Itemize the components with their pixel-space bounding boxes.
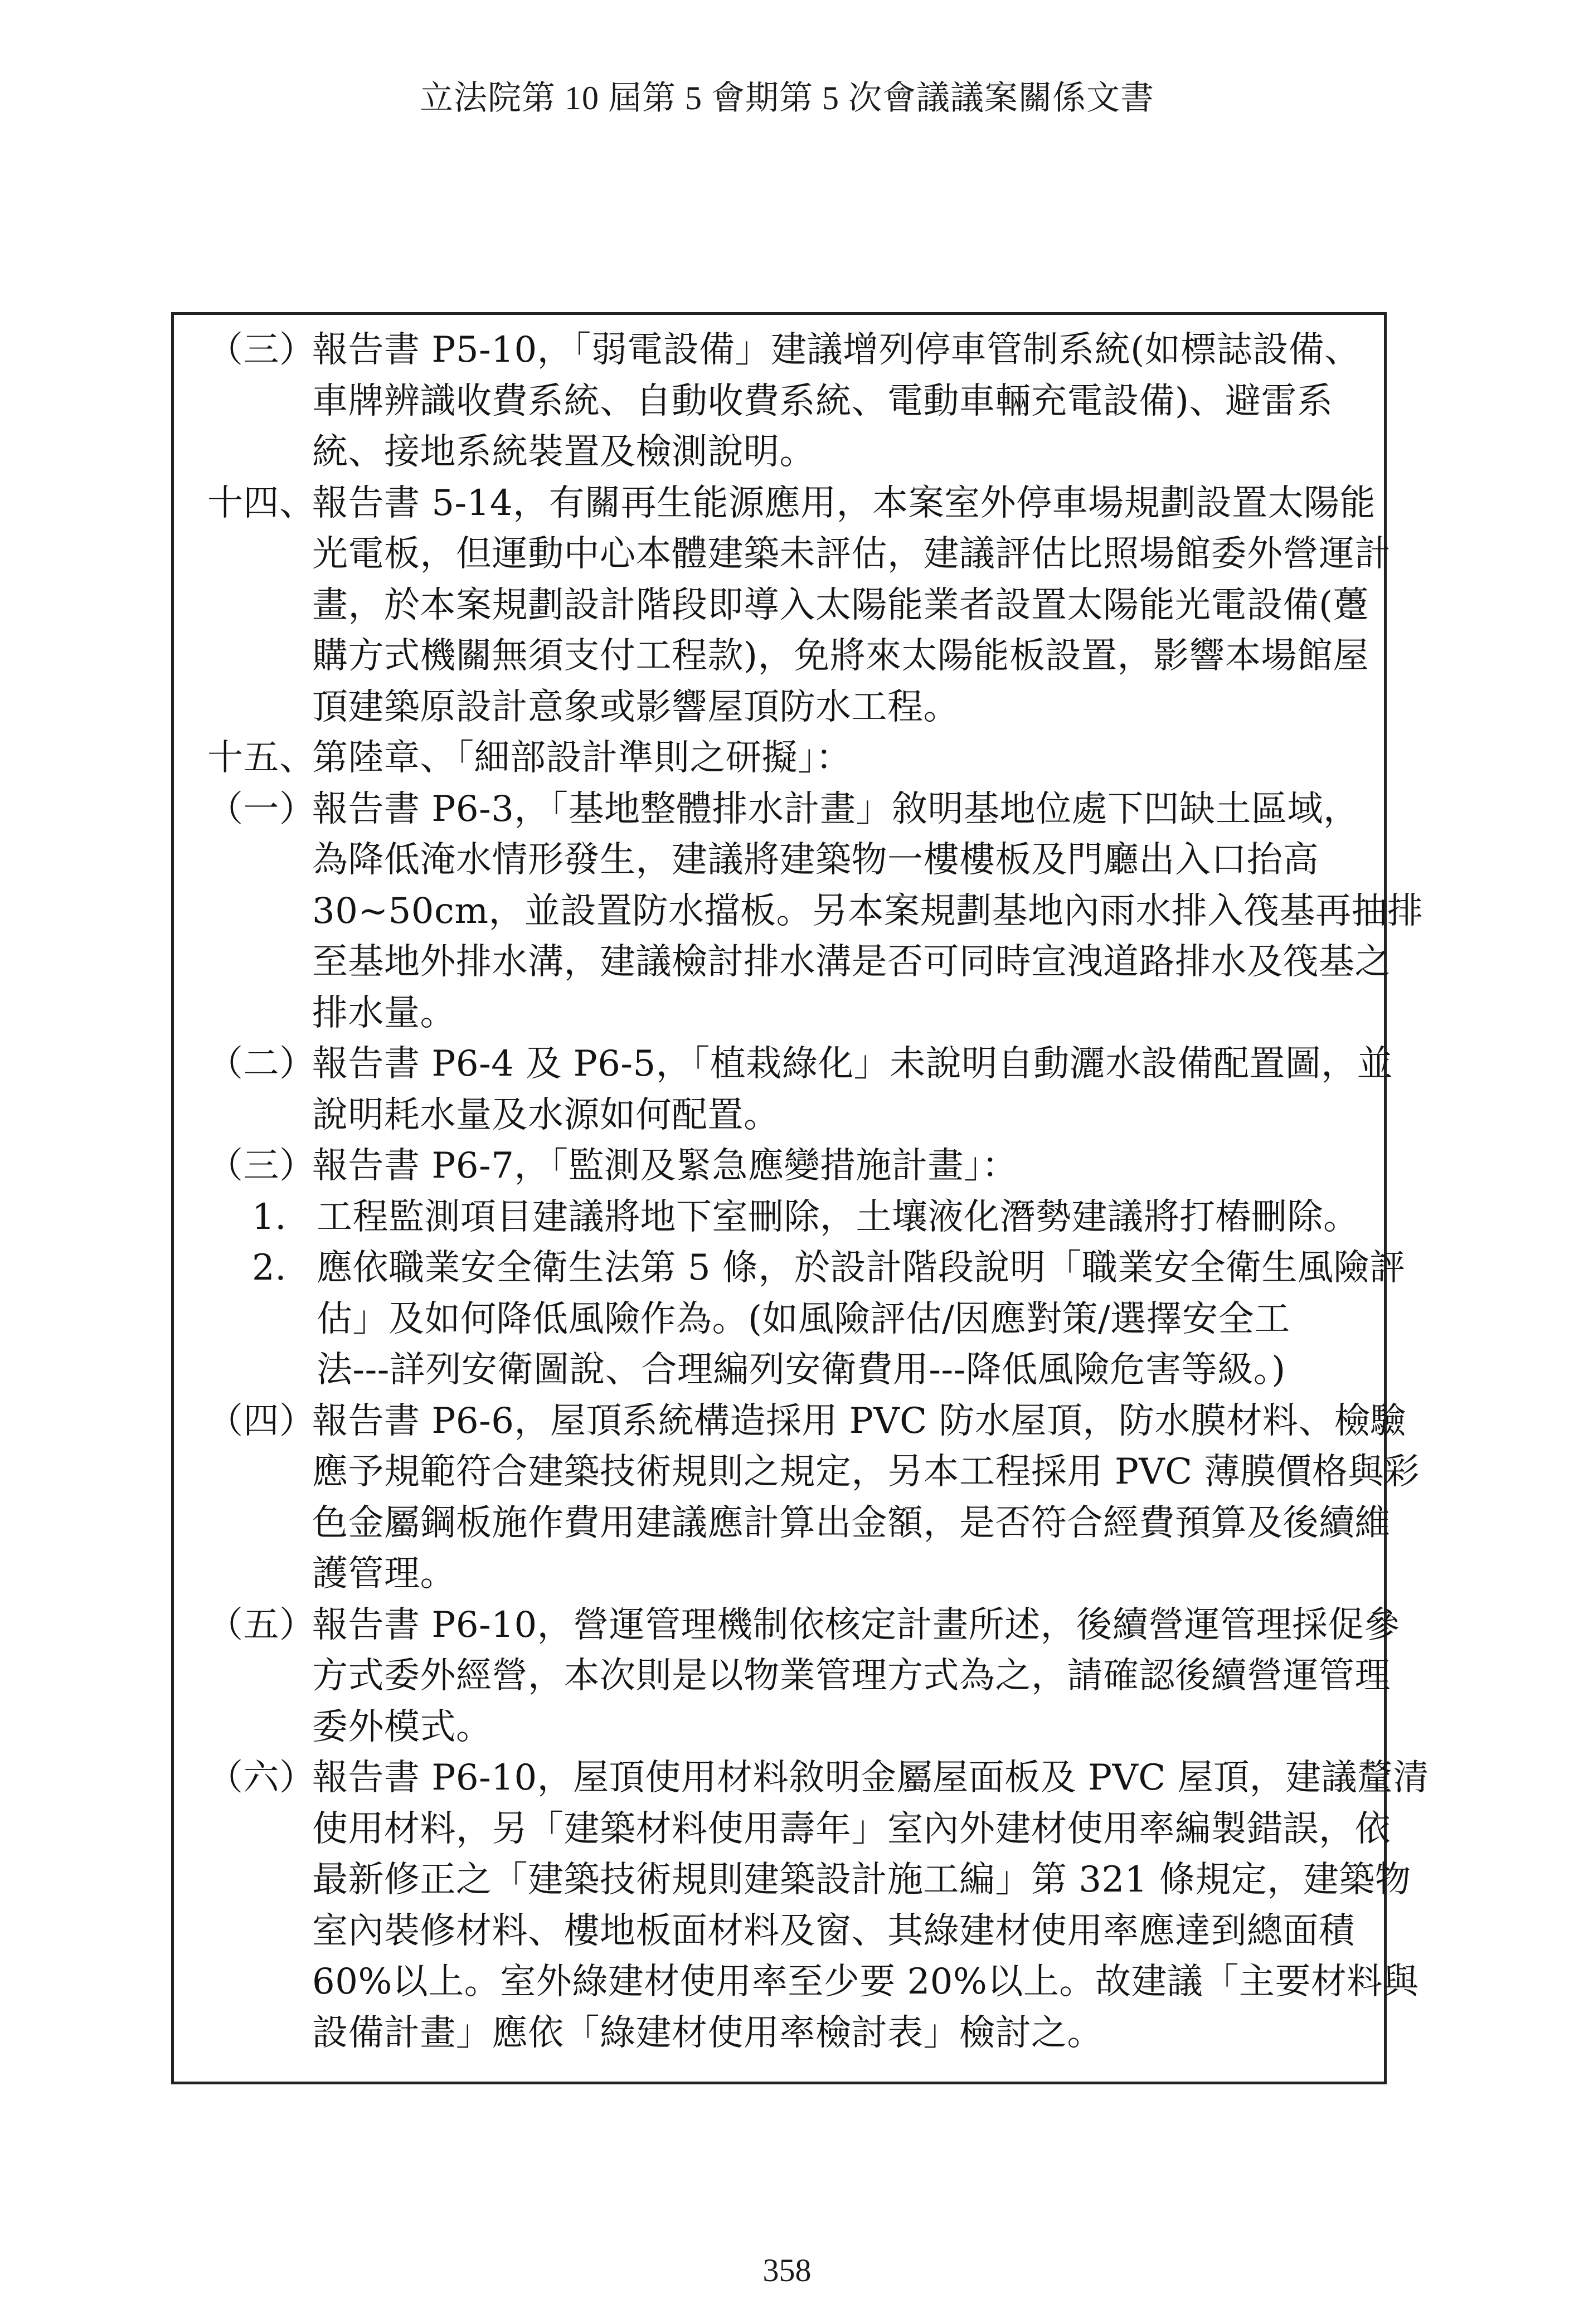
comment-item-14 [207,478,1391,733]
item-text [312,1039,1393,1141]
text-line: 工程監測項目建議將地下室刪除，土壤液化潛勢建議將打樁刪除。 [317,1196,1359,1238]
item-text [312,478,1391,733]
item-marker: 1. [252,1196,287,1238]
item-marker: 2. [252,1247,287,1289]
text-line: 報告書 P6-10，營運管理機制依核定計畫所述，後續營運管理採促參 [312,1604,1400,1646]
text-line: 統、接地系統裝置及檢測說明。 [312,431,815,473]
item-marker: （二） [207,1043,315,1085]
text-line: 應依職業安全衛生法第 5 條，於設計階段說明「職業安全衛生風險評 [317,1247,1406,1289]
text-line: 報告書 P6-6，屋頂系統構造採用 PVC 防水屋頂，防水膜材料、檢驗 [312,1400,1406,1442]
text-line: 報告書 P6-7，「監測及緊急應變措施計畫」： [312,1145,1018,1187]
comment-item-15-2 [207,1039,1393,1141]
text-line: 說明耗水量及水源如何配置。 [312,1094,780,1136]
text-line: 室內裝修材料、樓地板面材料及窗、其綠建材使用率應達到總面積 [312,1910,1355,1952]
comment-item-5-10 [207,325,1361,478]
text-line: 頂建築原設計意象或影響屋頂防水工程。 [312,686,959,728]
item-marker: （五） [207,1604,315,1646]
text-line: 30~50cm，並設置防水擋板。另本案規劃基地內雨水排入筏基再抽排 [312,890,1424,932]
item-text [312,1141,1356,1192]
text-line: 應予規範符合建築技術規則之規定，另本工程採用 PVC 薄膜價格與彩 [312,1451,1420,1492]
comment-item-15-5 [207,1600,1400,1753]
comment-subitem-1 [207,1192,1359,1243]
text-line: 排水量。 [312,992,456,1034]
review-comments-box [171,312,1430,2084]
text-line: 報告書 P6-3，「基地整體排水計畫」敘明基地位處下凹缺土區域， [312,788,1359,830]
text-line: 第陸章、「細部設計準則之研擬」： [312,737,852,779]
text-line: 為降低淹水情形發生，建議將建築物一樓樓板及門廳出入口抬高 [312,839,1319,881]
text-line: 報告書 5-14，有關再生能源應用，本案室外停車場規劃設置太陽能 [312,482,1376,524]
text-line: 法---詳列安衛圖說、合理編列安衛費用---降低風險危害等級。) [317,1349,1286,1390]
text-line: 報告書 P6-10，屋頂使用材料敘明金屬屋面板及 PVC 屋頂，建議釐清 [312,1757,1430,1798]
item-text [312,1600,1400,1753]
item-marker: （六） [207,1757,315,1798]
text-line: 報告書 P6-4 及 P6-5，「植栽綠化」未說明自動灑水設備配置圖，並 [312,1043,1393,1085]
text-line: 色金屬鋼板施作費用建議應計算出金額，是否符合經費預算及後續維 [312,1502,1391,1544]
comment-item-15 [207,733,1356,784]
text-line: 估」及如何降低風險作為。(如風險評估/因應對策/選擇安全工 [317,1298,1290,1340]
item-marker: （三） [207,1145,315,1187]
text-line: 車牌辨識收費系統、自動收費系統、電動車輛充電設備)、避雷系 [312,380,1333,422]
text-line: 最新修正之「建築技術規則建築設計施工編」第 321 條規定，建築物 [312,1859,1411,1900]
text-line: 購方式機關無須支付工程款)，免將來太陽能板設置，影響本場館屋 [312,635,1369,677]
comment-item-15-3 [207,1141,1356,1192]
comment-item-15-6 [207,1753,1430,2059]
item-text [312,1396,1420,1600]
item-text [317,1243,1406,1396]
text-line: 畫，於本案規劃設計階段即導入太陽能業者設置太陽能光電設備(躉 [312,584,1369,626]
comment-subitem-2 [207,1243,1406,1396]
comment-list [207,325,1430,2059]
text-line: 光電板，但運動中心本體建築未評估，建議評估比照場館委外營運計 [312,533,1391,575]
comment-item-15-1 [207,784,1424,1039]
document-header: 立法院第 10 屆第 5 會期第 5 次會議議案關係文書 [420,80,1154,116]
text-line: 護管理。 [312,1553,456,1594]
text-line: 報告書 P5-10，「弱電設備」建議增列停車管制系統(如標誌設備、 [312,329,1361,371]
item-text [317,1192,1359,1243]
item-text [312,784,1424,1039]
text-line: 60%以上。室外綠建材使用率至少要 20%以上。故建議「主要材料與 [312,1961,1419,2002]
text-line: 使用材料，另「建築材料使用壽年」室內外建材使用率編製錯誤，依 [312,1808,1391,1850]
item-marker: 十四、 [207,482,315,524]
text-line: 設備計畫」應依「綠建材使用率檢討表」檢討之。 [312,2012,1103,2054]
comment-item-15-4 [207,1396,1420,1600]
item-marker: （三） [207,329,315,371]
text-line: 至基地外排水溝，建議檢討排水溝是否可同時宣洩道路排水及筏基之 [312,941,1391,983]
item-text [312,1753,1430,2059]
text-line: 委外模式。 [312,1706,492,1748]
text-line: 方式委外經營，本次則是以物業管理方式為之，請確認後續營運管理 [312,1655,1391,1696]
item-text [312,733,1356,784]
item-text [312,325,1361,478]
item-marker: （四） [207,1400,315,1442]
page-number: 358 [762,2252,812,2288]
item-marker: 十五、 [207,737,315,779]
item-marker: （一） [207,788,315,830]
